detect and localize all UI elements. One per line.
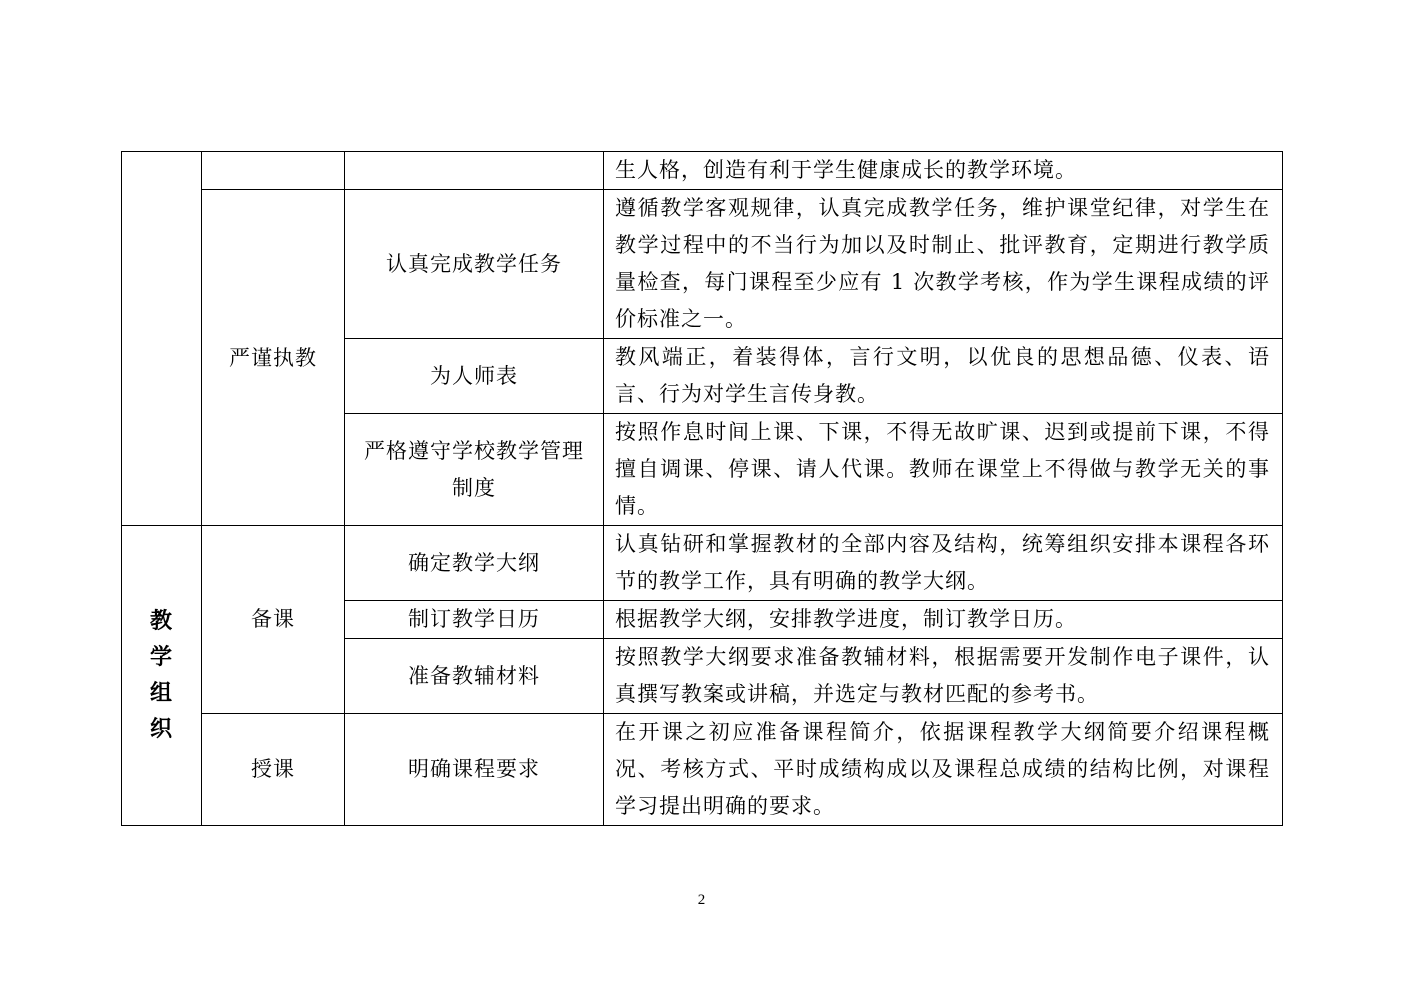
group-cell: 授课 (202, 714, 345, 826)
page-number: 2 (697, 892, 706, 908)
table-row (122, 714, 1283, 826)
description-cell: 按照教学大纲要求准备教辅材料，根据需要开发制作电子课件，认真撰写教案或讲稿，并选定与教材匹配的参考书。 (604, 639, 1283, 714)
item-cell: 为人师表 (345, 339, 604, 414)
item-cell: 准备教辅材料 (345, 639, 604, 714)
description-cell: 根据教学大纲，安排教学进度，制订教学日历。 (604, 601, 1283, 639)
table-row (122, 526, 1283, 601)
group-cell: 严谨执教 (202, 190, 345, 526)
category-cell-continued (122, 152, 202, 526)
description-cell: 在开课之初应准备课程简介，依据课程教学大纲简要介绍课程概况、考核方式、平时成绩构成以及课程总成绩的结构比例，对课程学习提出明确的要求。 (604, 714, 1283, 826)
item-cell: 明确课程要求 (345, 714, 604, 826)
description-cell: 认真钻研和掌握教材的全部内容及结构，统筹组织安排本课程各环节的教学工作，具有明确的教学大纲。 (604, 526, 1283, 601)
category-cell: 教学组织 (122, 526, 202, 826)
standards-table (121, 151, 1283, 826)
description-cell: 生人格，创造有利于学生健康成长的教学环境。 (604, 152, 1283, 190)
table-row (122, 190, 1283, 339)
item-cell-empty (345, 152, 604, 190)
description-cell: 遵循教学客观规律，认真完成教学任务，维护课堂纪律，对学生在教学过程中的不当行为加以及时制止、批评教育，定期进行教学质量检查，每门课程至少应有 1 次教学考核，作为学生课程成绩的评价标准之一。 (604, 190, 1283, 339)
item-cell: 认真完成教学任务 (345, 190, 604, 339)
item-cell: 确定教学大纲 (345, 526, 604, 601)
item-cell: 严格遵守学校教学管理制度 (345, 414, 604, 526)
table-row (122, 152, 1283, 190)
description-cell: 按照作息时间上课、下课，不得无故旷课、迟到或提前下课，不得擅自调课、停课、请人代课。教师在课堂上不得做与教学无关的事情。 (604, 414, 1283, 526)
item-cell: 制订教学日历 (345, 601, 604, 639)
group-cell-empty (202, 152, 345, 190)
group-cell: 备课 (202, 526, 345, 714)
description-cell: 教风端正，着装得体，言行文明，以优良的思想品德、仪表、语言、行为对学生言传身教。 (604, 339, 1283, 414)
